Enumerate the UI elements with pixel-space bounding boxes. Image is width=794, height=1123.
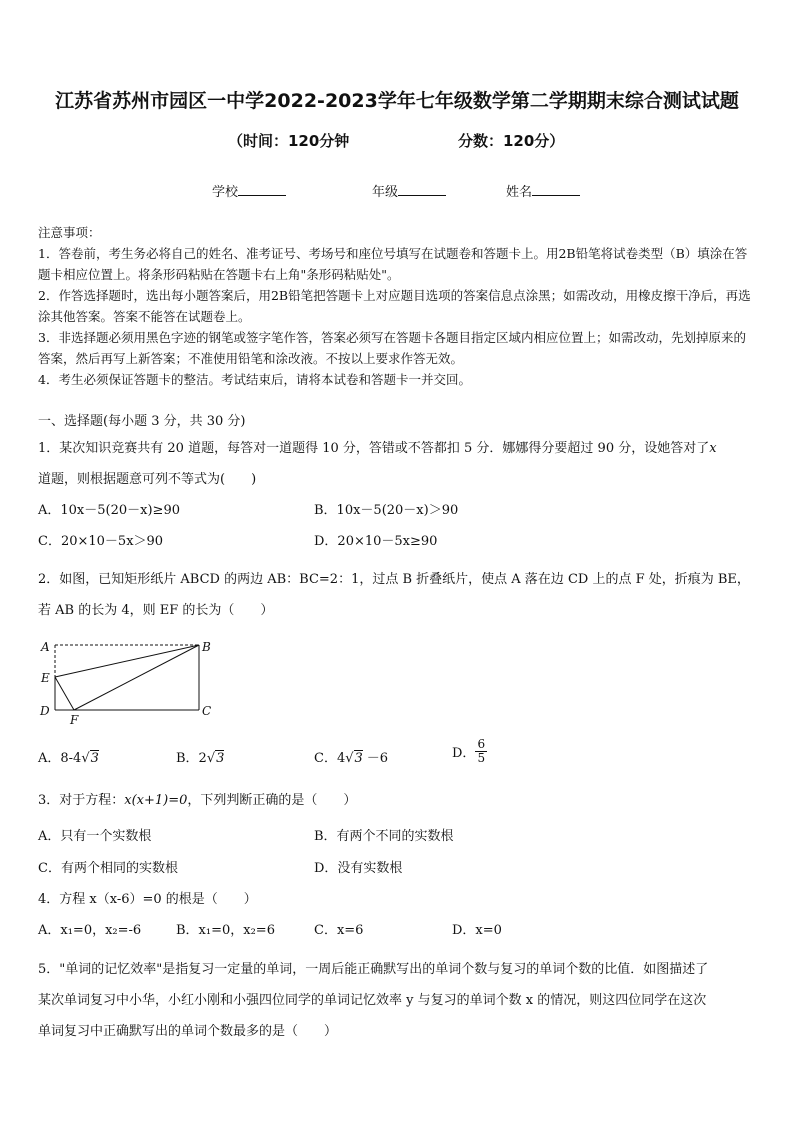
q2-rectangle-figure	[34, 636, 214, 726]
q2-option-b-radicand: 3	[216, 751, 225, 766]
sqrt-icon: √	[345, 751, 354, 766]
q3-option-c: C．有两个相同的实数根	[38, 861, 178, 876]
q3-stem-suffix: ，下列判断正确的是（ ）	[187, 793, 357, 808]
q5-line1: 5．"单词的记忆效率"是指复习一定量的单词，一周后能正确默写出的单词个数与复习的单词个数的比值．如图描述了	[38, 962, 709, 977]
fraction-numerator: 6	[477, 737, 486, 751]
q1-option-b: B．10x－5(20－x)＞90	[314, 503, 459, 518]
segment-ef	[55, 677, 74, 710]
q2-line2: 若 AB 的长为 4，则 EF 的长为（ ）	[38, 603, 274, 618]
school-label: 学校	[212, 185, 239, 200]
school-blank	[238, 183, 286, 196]
q2-option-b	[176, 747, 224, 766]
q4-option-a: A．x₁=0，x₂=-6	[38, 923, 142, 938]
sqrt-icon: √	[206, 751, 216, 766]
name-field	[506, 181, 580, 200]
section-heading: 一、选择题(每小题 3 分，共 30 分)	[38, 414, 246, 429]
q1-option-d: D．20×10－5x≥90	[314, 534, 438, 549]
notes-heading: 注意事项：	[38, 225, 101, 240]
exam-score: 分数：120分）	[458, 132, 565, 150]
q2-option-c-radicand: 3	[354, 751, 363, 766]
grade-blank	[398, 183, 446, 196]
q4-option-d: D．x=0	[452, 923, 502, 938]
point-f-label: F	[70, 713, 79, 726]
fraction-denominator: 5	[477, 751, 486, 765]
note-item-2: 2．作答选择题时，选出每小题答案后，用2B铅笔把答题卡上对应题目选项的答案信息点涂黑；如需改动，用橡皮擦干净后，再选涂其他答案。答案不能答在试题卷上。	[38, 288, 751, 324]
q2-option-c-suffix: －6	[366, 751, 389, 766]
q4-option-c: C．x=6	[314, 923, 364, 938]
segment-eb	[55, 645, 199, 677]
q2-option-b-text: B．2	[176, 751, 207, 766]
q3-option-a: A．只有一个实数根	[38, 829, 152, 844]
q2-option-c	[314, 747, 388, 766]
q1-line1-text: 1．某次知识竞赛共有 20 道题，每答对一道题得 10 分，答错或不答都扣 5 分．娜娜得分要超过 90 分，设她答对了	[38, 441, 710, 456]
q1-line1	[38, 437, 717, 456]
q2-option-c-text: C．4	[314, 751, 346, 766]
q1-variable: x	[709, 441, 717, 456]
note-item-3: 3．非选择题必须用黑色字迹的钢笔或签字笔作答，答案必须写在答题卡各题目指定区域内相应位置上；如需改动，先划掉原来的答案，然后再写上新答案；不准使用铅笔和涂改液。不按以上要求作答无效。	[38, 330, 746, 366]
q2-line1: 2．如图，已知矩形纸片 ABCD 的两边 AB：BC=2：1，过点 B 折叠纸片，使点 A 落在边 CD 上的点 F 处，折痕为 BE，	[38, 572, 750, 587]
note-item-4: 4．考生必须保证答题卡的整洁。考试结束后，请将本试卷和答题卡一并交回。	[38, 372, 471, 387]
name-label: 姓名	[506, 185, 533, 200]
q2-option-a-radicand: 3	[90, 751, 99, 766]
q5-line2: 某次单词复习中小华，小红小刚和小强四位同学的单词记忆效率 y 与复习的单词个数 x 的情况，则这四位同学在这次	[38, 993, 707, 1008]
point-d-label: D	[40, 704, 50, 718]
q3-equation: x(x+1)=0	[124, 793, 188, 808]
q1-line2: 道题，则根据题意可列不等式为( )	[38, 472, 257, 487]
school-field	[212, 181, 286, 200]
point-a-label: A	[41, 640, 50, 654]
grade-label: 年级	[372, 185, 399, 200]
q2-option-a	[38, 747, 99, 766]
q5-line3: 单词复习中正确默写出的单词个数最多的是（ ）	[38, 1024, 338, 1039]
q2-option-a-text: A．8-4	[38, 751, 82, 766]
segment-fb	[74, 645, 199, 710]
exam-title: 江苏省苏州市园区一中学2022-2023学年七年级数学第二学期期末综合测试试题	[55, 90, 739, 112]
q4-option-b: B．x₁=0，x₂=6	[176, 923, 275, 938]
q3-option-d: D．没有实数根	[314, 861, 403, 876]
grade-field	[372, 181, 446, 200]
q1-option-c: C．20×10－5x＞90	[38, 534, 164, 549]
sqrt-icon: √	[81, 751, 90, 766]
q2-option-d-fraction	[475, 738, 487, 765]
q4-stem: 4．方程 x（x-6）=0 的根是（ ）	[38, 892, 257, 907]
point-e-label: E	[41, 671, 50, 685]
point-b-label: B	[202, 640, 211, 654]
q2-option-d	[452, 738, 487, 765]
q3-stem	[38, 789, 356, 808]
q2-option-d-text: D．	[452, 746, 476, 761]
point-c-label: C	[202, 704, 212, 718]
q3-stem-prefix: 3．对于方程：	[38, 793, 125, 808]
q1-option-a: A．10x－5(20－x)≥90	[38, 503, 180, 518]
q3-option-b: B．有两个不同的实数根	[314, 829, 454, 844]
name-blank	[532, 183, 580, 196]
note-item-1: 1．答卷前，考生务必将自己的姓名、准考证号、考场号和座位号填写在试题卷和答题卡上。用2B铅笔将试卷类型（B）填涂在答题卡相应位置上。将条形码粘贴在答题卡右上角"条形码粘贴处"。	[38, 246, 748, 282]
exam-time: （时间：120分钟	[228, 132, 350, 150]
